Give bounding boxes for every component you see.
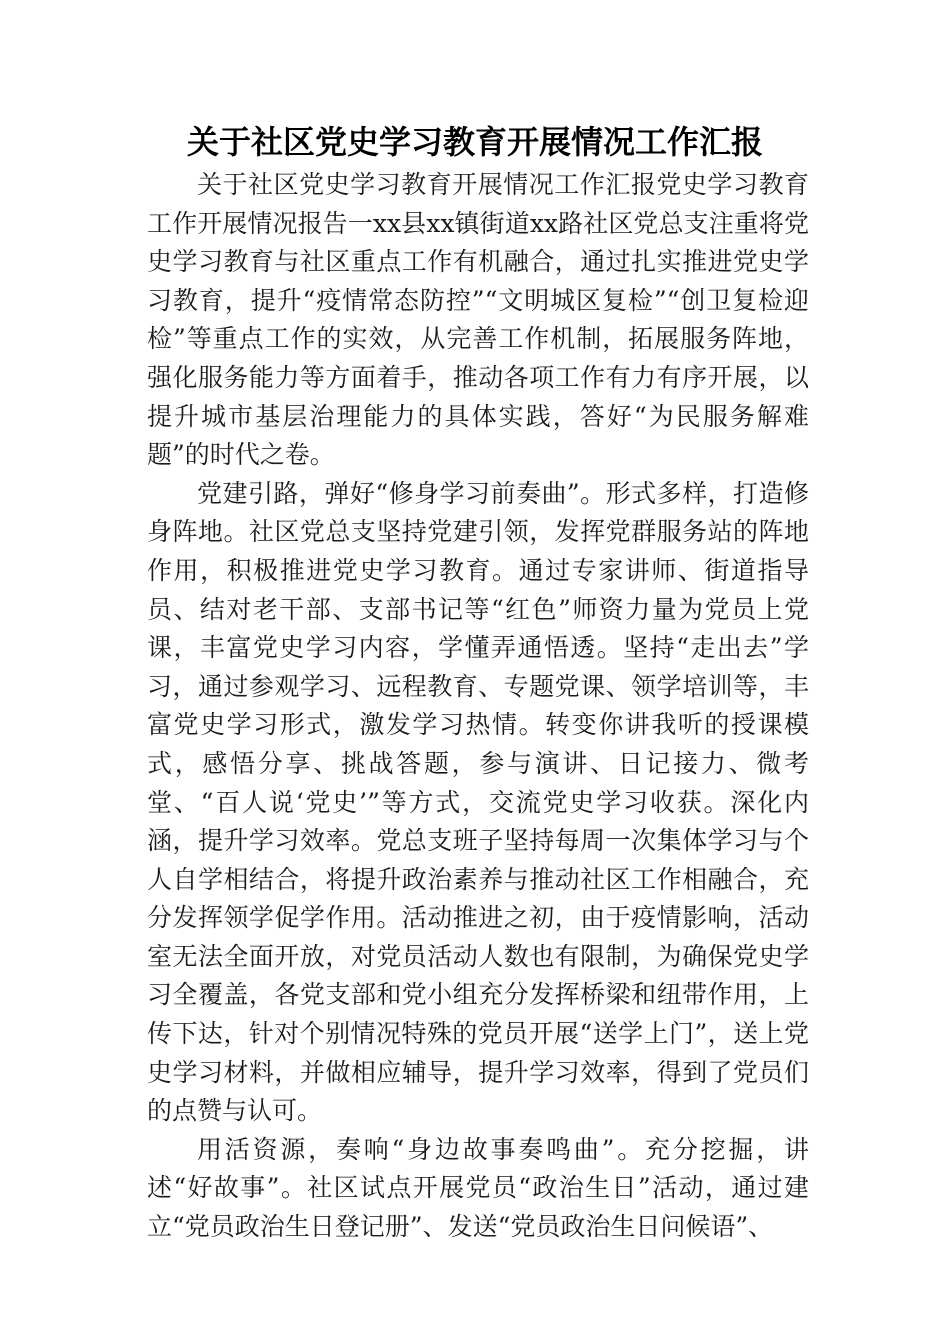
paragraph-intro: 关于社区党史学习教育开展情况工作汇报党史学习教育工作开展情况报告一xx县xx镇街道xx路社区党总支注重将党史学习教育与社区重点工作有机融合，通过扎实推进党史学习教育，提升“疫情常态防控”“文明城区复检”“创卫复检迎检”等重点工作的实效，从完善工作机制，拓展服务阵地，强化服务能力等方面着手，推动各项工作有力有序开展，以提升城市基层治理能力的具体实践，答好“为民服务解难题”的时代之卷。: [147, 170, 809, 470]
paragraph-resources: 用活资源，奏响“身边故事奏鸣曲”。充分挖掘，讲述“好故事”。社区试点开展党员“政治生日”活动，通过建立“党员政治生日登记册”、发送“党员政治生日问候语”、: [147, 1134, 809, 1242]
paragraph-party-building: 党建引路，弹好“修身学习前奏曲”。形式多样，打造修身阵地。社区党总支坚持党建引领，发挥党群服务站的阵地作用，积极推进党史学习教育。通过专家讲师、街道指导员、结对老干部、支部书记等“红色”师资力量为党员上党课，丰富党史学习内容，学懂弄通悟透。坚持“走出去”学习，通过参观学习、远程教育、专题党课、领学培训等，丰富党史学习形式，激发学习热情。转变你讲我听的授课模式，感悟分享、挑战答题，参与演讲、日记接力、微考堂、“百人说‘党史’”等方式，交流党史学习收获。深化内涵，提升学习效率。党总支班子坚持每周一次集体学习与个人自学相结合，将提升政治素养与推动社区工作相融合，充分发挥领学促学作用。活动推进之初，由于疫情影响，活动室无法全面开放，对党员活动人数也有限制，为确保党史学习全覆盖，各党支部和党小组充分发挥桥梁和纽带作用，上传下达，针对个别情况特殊的党员开展“送学上门”，送上党史学习材料，并做相应辅导，提升学习效率，得到了党员们的点赞与认可。: [147, 478, 809, 1126]
document-body: [147, 166, 809, 1247]
document-title: 关于社区党史学习教育开展情况工作汇报: [186, 123, 763, 161]
